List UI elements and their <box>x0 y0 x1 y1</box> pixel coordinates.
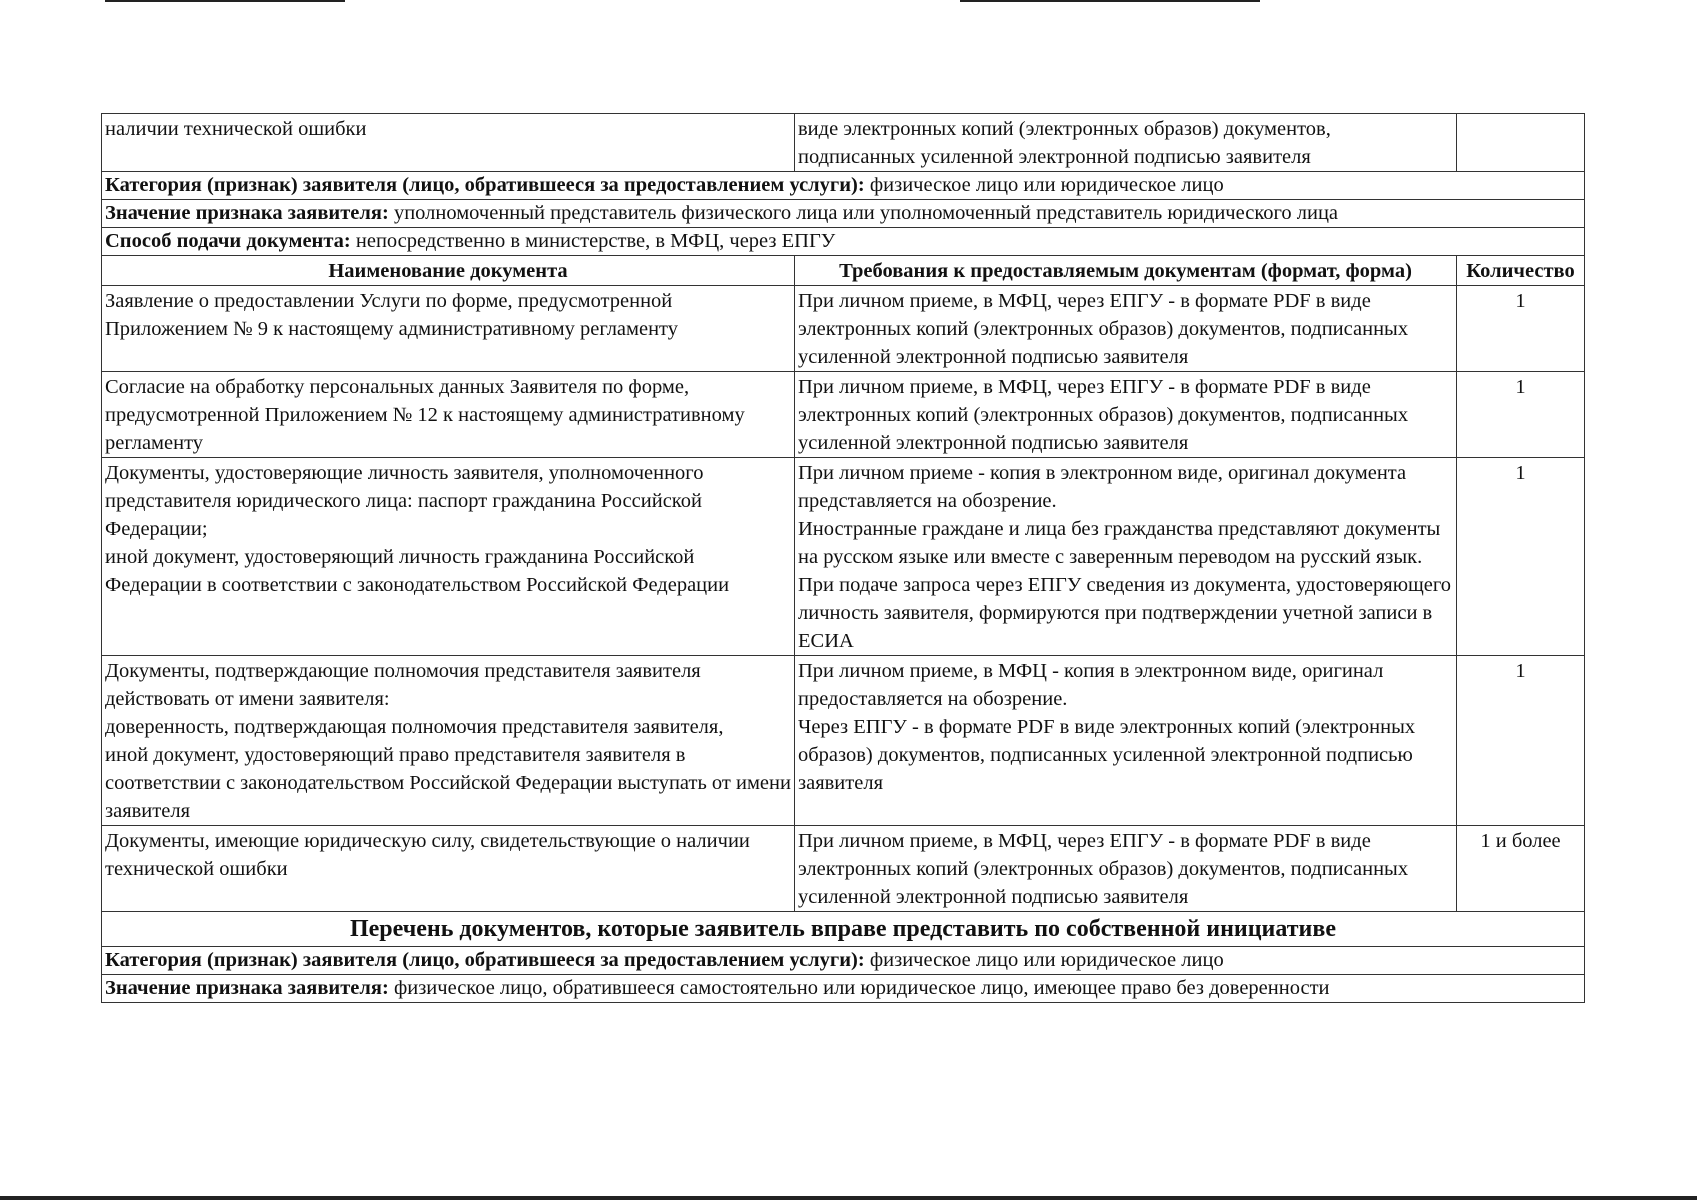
document-name-cell <box>102 826 795 912</box>
header-name: Наименование документа <box>102 256 795 286</box>
document-page <box>101 113 1584 1003</box>
attribute-label: Значение признака заявителя: <box>105 977 389 999</box>
table-row <box>102 826 1585 912</box>
document-name-text: Согласие на обработку персональных данных Заявителя по форме, предусмотренной Приложением № 12 к настоящему административному регламенту <box>105 376 745 454</box>
submission-value: непосредственно в министерстве, в МФЦ, через ЕПГУ <box>355 230 836 252</box>
document-name-text: Документы, имеющие юридическую силу, свидетельствующие о наличии технической ошибки <box>105 830 750 880</box>
requirements-text: При подаче запроса через ЕПГУ сведения из документа, удостоверяющего личность заявителя, формируются при подтверждении учетной записи в ЕСИА <box>798 574 1452 652</box>
document-name-text: иной документ, удостоверяющий личность гражданина Российской Федерации в соответствии с законодательством Российской Федерации <box>105 546 730 596</box>
quantity-cell: 1 <box>1457 656 1585 826</box>
document-name-text: Документы, подтверждающие полномочия представителя заявителя действовать от имени заявителя: <box>105 660 701 710</box>
scan-edge-top-left <box>105 0 345 2</box>
category-value: физическое лицо или юридическое лицо <box>869 174 1224 196</box>
document-name-cell <box>102 656 795 826</box>
category-label: Категория (признак) заявителя (лицо, обратившееся за предоставлением услуги): <box>105 174 865 196</box>
carryover-requirements-cell: виде электронных копий (электронных образов) документов, подписанных усиленной электронной подписью заявителя <box>795 114 1457 172</box>
submission-label: Способ подачи документа: <box>105 230 351 252</box>
requirements-text: При личном приеме, в МФЦ, через ЕПГУ - в формате PDF в виде электронных копий (электронных образов) документов, подписанных усиленной электронной подписью заявителя <box>798 376 1409 454</box>
requirements-cell <box>795 372 1457 458</box>
table-row <box>102 286 1585 372</box>
scan-edge-top-right <box>960 0 1260 2</box>
document-name-text: иной документ, удостоверяющий право представителя заявителя в соответствии с законодательством Российской Федерации выступать от имени заявителя <box>105 744 791 822</box>
header-row <box>102 256 1585 286</box>
quantity-cell: 1 <box>1457 372 1585 458</box>
category-value: физическое лицо или юридическое лицо <box>869 949 1224 971</box>
carryover-quantity-cell <box>1457 114 1585 172</box>
carryover-row <box>102 114 1585 172</box>
document-name-cell <box>102 458 795 656</box>
requirements-text: При личном приеме, в МФЦ, через ЕПГУ - в формате PDF в виде электронных копий (электронных образов) документов, подписанных усиленной электронной подписью заявителя <box>798 290 1409 368</box>
document-name-text: Документы, удостоверяющие личность заявителя, уполномоченного представителя юридического лица: паспорт гражданина Российской Федерации; <box>105 462 704 540</box>
category-row-2 <box>102 947 1585 975</box>
carryover-name-cell: наличии технической ошибки <box>102 114 795 172</box>
requirements-cell <box>795 286 1457 372</box>
quantity-cell: 1 и более <box>1457 826 1585 912</box>
requirements-text: При личном приеме, в МФЦ, через ЕПГУ - в формате PDF в виде электронных копий (электронных образов) документов, подписанных усиленной электронной подписью заявителя <box>798 830 1409 908</box>
attribute-value: физическое лицо, обратившееся самостоятельно или юридическое лицо, имеющее право без доверенности <box>393 977 1330 999</box>
header-quantity: Количество <box>1457 256 1585 286</box>
requirements-cell <box>795 656 1457 826</box>
attribute-row-2 <box>102 975 1585 1003</box>
quantity-cell: 1 <box>1457 458 1585 656</box>
document-name-text: Заявление о предоставлении Услуги по форме, предусмотренной Приложением № 9 к настоящему административному регламенту <box>105 290 678 340</box>
requirements-text: Иностранные граждане и лица без гражданства представляют документы на русском языке или вместе с заверенным переводом на русский язык. <box>798 518 1441 568</box>
section-title-row <box>102 912 1585 947</box>
attribute-label: Значение признака заявителя: <box>105 202 389 224</box>
attribute-row-1 <box>102 200 1585 228</box>
submission-row <box>102 228 1585 256</box>
document-name-cell <box>102 372 795 458</box>
attribute-value: уполномоченный представитель физического лица или уполномоченный представитель юридического лица <box>393 202 1339 224</box>
documents-table <box>101 113 1585 1003</box>
category-row-1 <box>102 172 1585 200</box>
requirements-text: Через ЕПГУ - в формате PDF в виде электронных копий (электронных образов) документов, подписанных усиленной электронной подписью заявителя <box>798 716 1416 794</box>
requirements-cell <box>795 826 1457 912</box>
requirements-text: При личном приеме, в МФЦ - копия в электронном виде, оригинал предоставляется на обозрение. <box>798 660 1384 710</box>
section-title: Перечень документов, которые заявитель вправе представить по собственной инициативе <box>102 912 1585 947</box>
requirements-cell <box>795 458 1457 656</box>
requirements-text: При личном приеме - копия в электронном виде, оригинал документа представляется на обозрение. <box>798 462 1407 512</box>
table-row <box>102 458 1585 656</box>
quantity-cell: 1 <box>1457 286 1585 372</box>
document-name-cell <box>102 286 795 372</box>
table-row <box>102 656 1585 826</box>
document-name-text: доверенность, подтверждающая полномочия представителя заявителя, <box>105 716 724 738</box>
category-label: Категория (признак) заявителя (лицо, обратившееся за предоставлением услуги): <box>105 949 865 971</box>
header-requirements: Требования к предоставляемым документам (формат, форма) <box>795 256 1457 286</box>
scan-edge-bottom <box>0 1196 1697 1200</box>
table-row <box>102 372 1585 458</box>
